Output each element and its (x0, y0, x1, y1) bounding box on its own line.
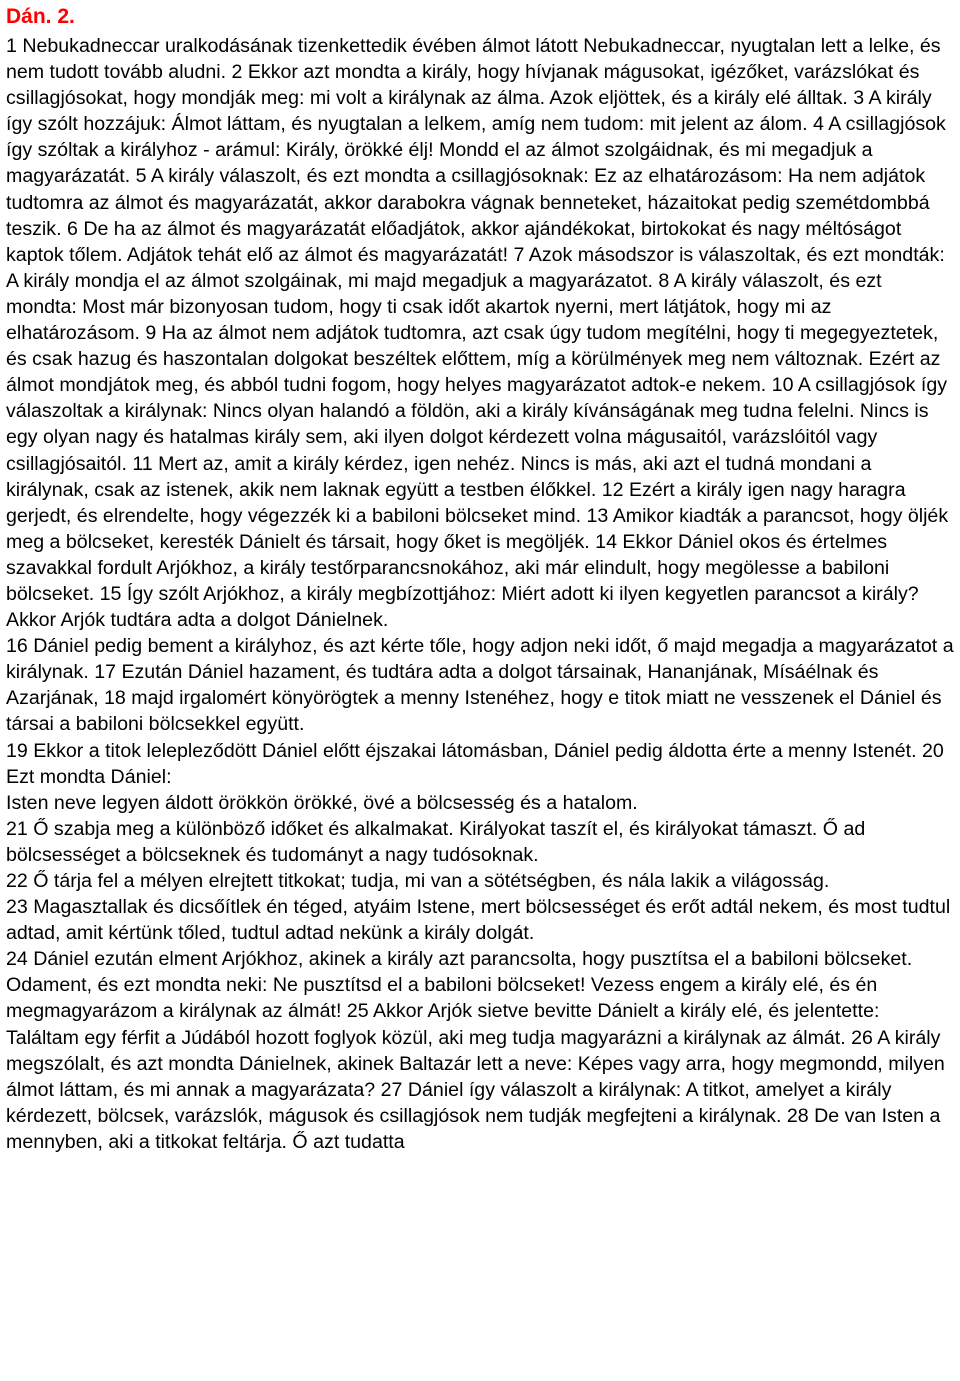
paragraph: 21 Ő szabja meg a különböző időket és alkalmakat. Királyokat taszít el, és királyokat támaszt. Ő ad bölcsességet a bölcseknek és tudományt a nagy tudósoknak. (6, 817, 866, 866)
paragraph: 1 Nebukadneccar uralkodásának tizenkettedik évében álmot látott Nebukadneccar, nyugtalan lett a lelke, és nem tudott tovább aludni. 2 Ekkor azt mondta a király, hogy hívjanak mágusokat, igézőket, varázslókat és csillagjósokat, hogy mondják meg: mi volt a királynak az álma. Azok eljöttek, és a király elé álltak. 3 A király így szólt hozzájuk: Álmot láttam, és nyugtalan a lelkem, amíg nem tudom: mit jelent az álom. 4 A csillagjósok így szóltak a királyhoz - arámul: Király, örökké élj! Mondd el az álmot szolgáidnak, és mi megadjuk a magyarázatát. 5 A király válaszolt, és ezt mondta a csillagjósoknak: Ez az elhatározásom: Ha nem adjátok tudtomra az álmot és magyarázatát, akkor darabokra vágnak benneteket, házaitokat pedig szemétdombbá teszik. 6 De ha az álmot és magyarázatát előadjátok, akkor ajándékokat, birtokokat és nagy méltóságot kaptok tőlem. Adjátok tehát elő az álmot és magyarázatát! 7 Azok másodszor is válaszoltak, és ezt mondták: A király mondja el az álmot szolgáinak, mi majd megadjuk a magyarázatot. 8 A király válaszolt, és ezt mondta: Most már bizonyosan tudom, hogy ti csak időt akartok nyerni, mert látjátok, hogy mi az elhatározásom. 9 Ha az álmot nem adjátok tudtomra, azt csak úgy tudom megítélni, hogy ti megegyeztetek, és csak hazug és haszontalan dolgokat beszéltek előttem, míg a körülmények meg nem változnak. Ezért az álmot mondjátok meg, és abból tudni fogom, hogy helyes magyarázatot adtok-e nekem. 10 A csillagjósok így válaszoltak a királynak: Nincs olyan halandó a földön, aki a király kívánságának meg tudna felelni. Nincs is egy olyan nagy és hatalmas király sem, aki ilyen dolgot kérdezett volna mágusaitól, varázslóitól vagy csillagjósaitól. 11 Mert az, amit a király kérdez, igen nehéz. Nincs is más, aki azt el tudná mondani a királynak, csak az istenek, akik nem laknak együtt a testben élőkkel. 12 Ezért a király igen nagy haragra gerjedt, és elrendelte, hogy végezzék ki a babiloni bölcseket mind. 13 Amikor kiadták a parancsot, hogy öljék meg a bölcseket, keresték Dánielt és társait, hogy őket is megöljék. 14 Ekkor Dániel okos és értelmes szavakkal fordult Arjókhoz, a király testőrparancsnokához, aki már elindult, hogy megölesse a babiloni bölcseket. 15 Így szólt Arjókhoz, a király megbízottjához: Miért adott ki ilyen kegyetlen parancsot a király? Akkor Arjók tudtára adta a dolgot Dánielnek. (6, 35, 949, 632)
paragraph: 24 Dániel ezután elment Arjókhoz, akinek a király azt parancsolta, hogy pusztítsa el a babiloni bölcseket. Odament, és ezt mondta neki: Ne pusztítsd el a babiloni bölcseket! Vezess engem a király elé, és én megmagyarázom a királynak az álmát! 25 Akkor Arjók sietve bevitte Dánielt a király elé, és jelentette: Találtam egy férfit a Júdából hozott foglyok közül, aki meg tudja magyarázni a királynak az álmát. 26 A király megszólalt, és azt mondta Dánielnek, akinek Baltazár lett a neve: Képes vagy arra, hogy megmondd, milyen álmot láttam, és mi annak a magyarázata? 27 Dániel így válaszolt a királynak: A titkot, amelyet a király kérdezett, bölcsek, varázslók, mágusok és csillagjósok nem tudják megfejteni a királynak. 28 De van Isten a mennyben, aki a titkokat feltárja. Ő azt tudatta (6, 948, 945, 1153)
paragraph: 16 Dániel pedig bement a királyhoz, és azt kérte tőle, hogy adjon neki időt, ő majd megadja a magyarázatot a királynak. 17 Ezután Dániel hazament, és tudtára adta a dolgot társainak, Hananjának, Mísáélnak és Azarjának, 18 majd irgalomért könyörögtek a menny Istenéhez, hogy e titok miatt ne vesszenek el Dániel és társai a babiloni bölcsekkel együtt. (6, 635, 954, 736)
paragraph: 23 Magasztallak és dicsőítlek én téged, atyáim Istene, mert bölcsességet és erőt adtál nekem, és most tudtul adtad, amit kértünk tőled, tudtul adtad nekünk a király dolgát. (6, 896, 951, 945)
chapter-body (6, 33, 954, 1155)
document-page (6, 2, 954, 1155)
paragraph: 19 Ekkor a titok lelepleződött Dániel előtt éjszakai látomásban, Dániel pedig áldotta érte a menny Istenét. 20 Ezt mondta Dániel: (6, 739, 944, 788)
paragraph: 22 Ő tárja fel a mélyen elrejtett titkokat; tudja, mi van a sötétségben, és nála lakik a világosság. (6, 870, 830, 892)
paragraph: Isten neve legyen áldott örökkön örökké, övé a bölcsesség és a hatalom. (6, 791, 638, 814)
chapter-heading: Dán. 2. (6, 5, 75, 28)
